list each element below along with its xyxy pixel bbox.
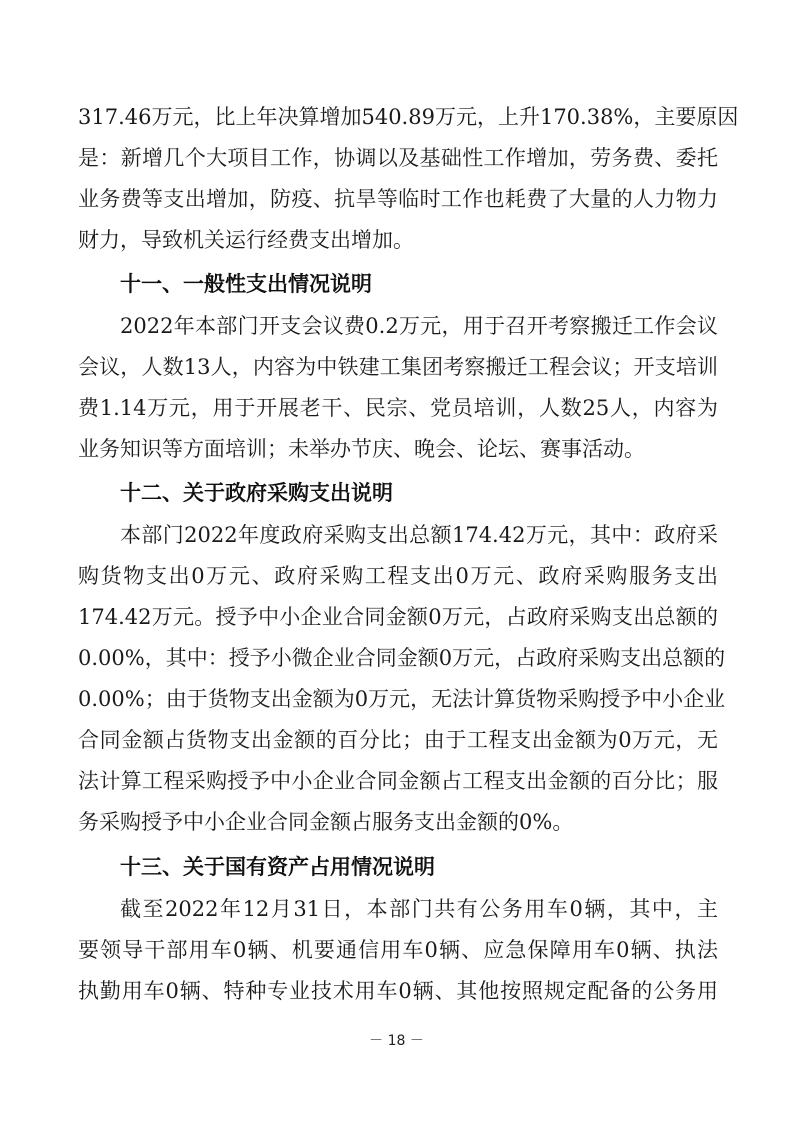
- assets-line-2: 要领导干部用车0辆、机要通信用车0辆、应急保障用车0辆、执法: [78, 938, 718, 962]
- page-number: － 18 －: [369, 1033, 424, 1049]
- procurement-line-7: 法计算工程采购授予中小企业合同金额占工程支出金额的百分比；服: [78, 769, 718, 793]
- general-expenses-line-4: 业务知识等方面培训；未举办节庆、晚会、论坛、赛事活动。: [78, 437, 645, 461]
- assets-line-1: 截至2022年12月31日，本部门共有公务用车0辆，其中，主: [120, 897, 718, 921]
- procurement-line-6: 合同金额占货物支出金额的百分比；由于工程支出金额为0万元，无: [78, 728, 718, 752]
- intro-line-2: 是：新增几个大项目工作，协调以及基础性工作增加，劳务费、委托: [78, 146, 718, 170]
- section-heading-assets: 十三、关于国有资产占用情况说明: [120, 855, 435, 879]
- general-expenses-line-1: 2022年本部门开支会议费0.2万元，用于召开考察搬迁工作会议: [120, 314, 718, 338]
- assets-line-3: 执勤用车0辆、特种专业技术用车0辆、其他按照规定配备的公务用: [78, 979, 718, 1003]
- general-expenses-line-2: 会议，人数13人，内容为中铁建工集团考察搬迁工程会议；开支培训: [78, 355, 718, 379]
- procurement-line-8: 务采购授予中小企业合同金额占服务支出金额的0%。: [78, 810, 574, 834]
- procurement-line-2: 购货物支出0万元、政府采购工程支出0万元、政府采购服务支出: [78, 564, 718, 588]
- section-heading-procurement: 十二、关于政府采购支出说明: [120, 481, 393, 505]
- general-expenses-line-3: 费1.14万元，用于开展老干、民宗、党员培训，人数25人，内容为: [78, 396, 718, 420]
- intro-line-3: 业务费等支出增加，防疫、抗旱等临时工作也耗费了大量的人力物力: [78, 187, 718, 211]
- procurement-line-3: 174.42万元。授予中小企业合同金额0万元，占政府采购支出总额的: [78, 605, 718, 629]
- procurement-line-5: 0.00%；由于货物支出金额为0万元，无法计算货物采购授予中小企业: [78, 687, 726, 711]
- procurement-line-4: 0.00%，其中：授予小微企业合同金额0万元，占政府采购支出总额的: [78, 646, 726, 670]
- intro-line-4: 财力，导致机关运行经费支出增加。: [78, 228, 414, 252]
- procurement-line-1: 本部门2022年度政府采购支出总额174.42万元，其中：政府采: [120, 523, 718, 547]
- intro-line-1: 317.46万元，比上年决算增加540.89万元，上升170.38%，主要原因: [78, 105, 739, 129]
- section-heading-general-expenses: 十一、一般性支出情况说明: [120, 272, 372, 296]
